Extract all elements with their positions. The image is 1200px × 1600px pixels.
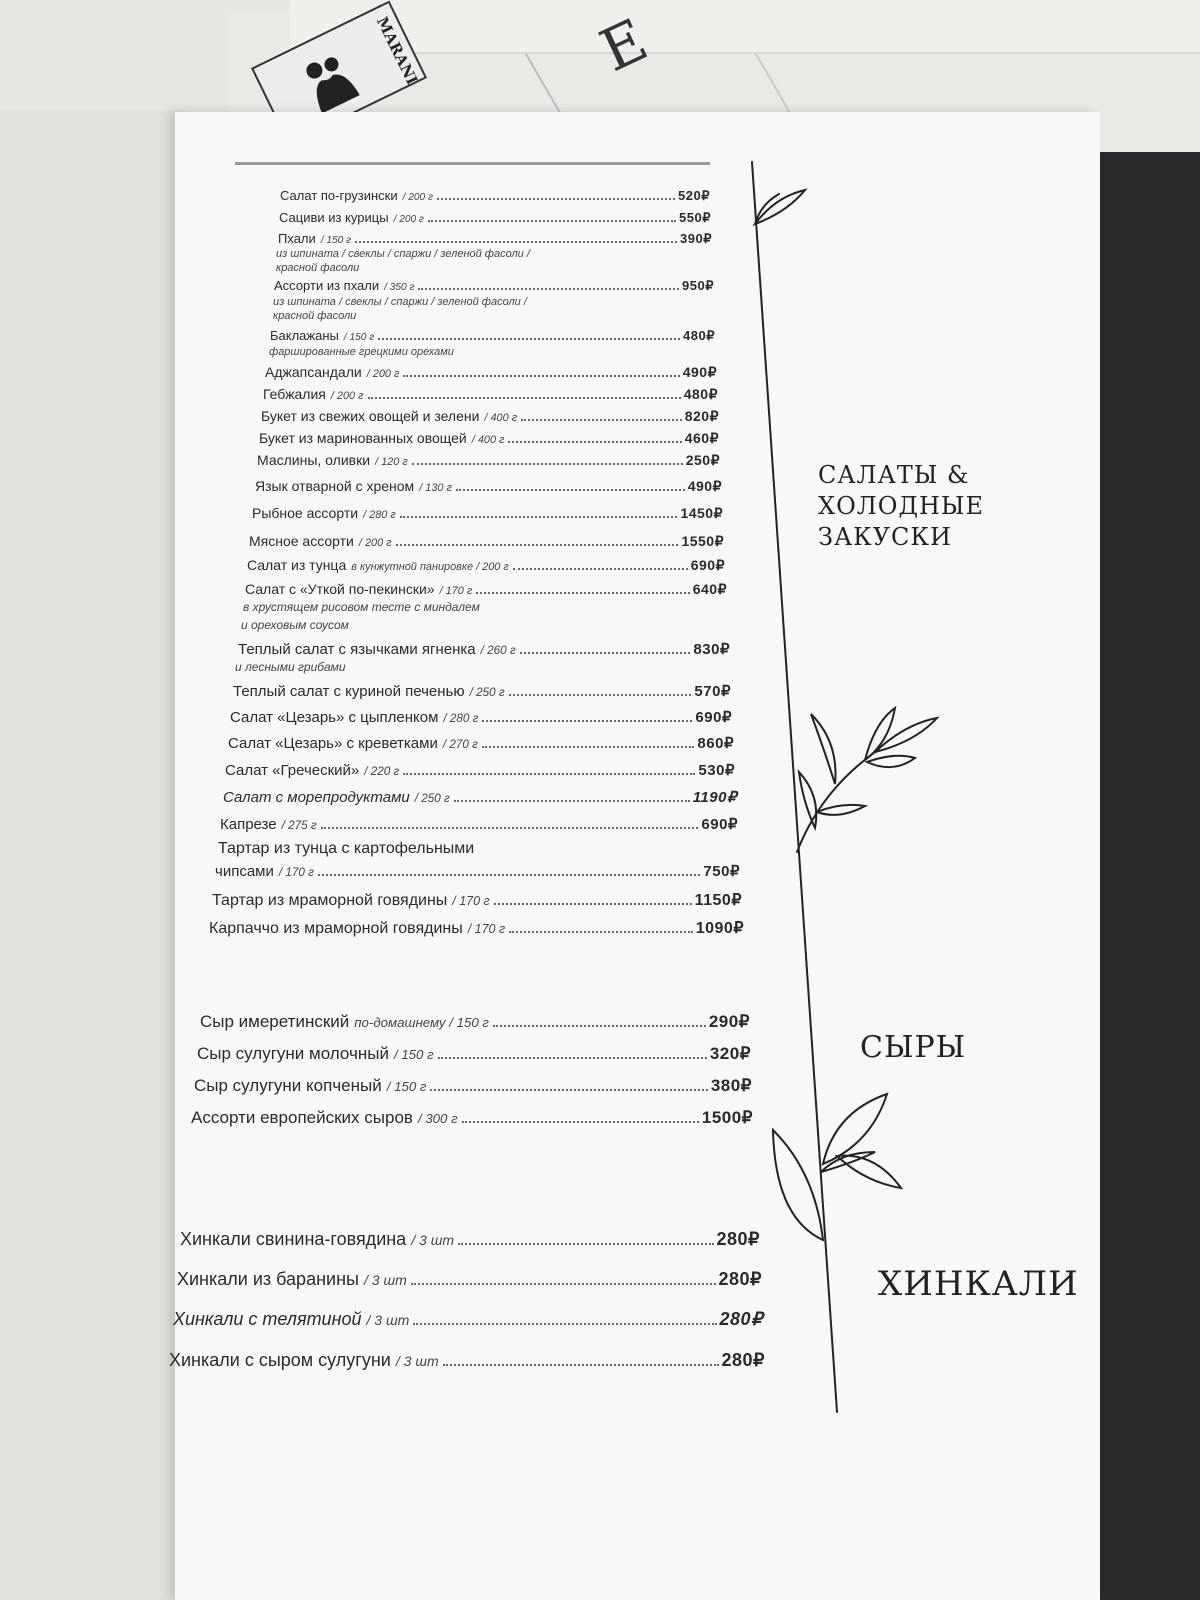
item-name: Тартар из мраморной говядины xyxy=(212,892,448,909)
item-description: из шпината / свеклы / спаржи / зеленой фасоли / xyxy=(276,248,530,260)
item-description: фаршированные грецкими орехами xyxy=(269,346,454,358)
menu-item xyxy=(220,815,738,833)
item-name: Букет из свежих овощей и зелени xyxy=(261,408,480,424)
dot-leader xyxy=(321,827,699,829)
item-price: 320₽ xyxy=(709,1044,751,1063)
menu-item xyxy=(279,210,711,226)
item-name: Маслины, оливки xyxy=(257,452,371,468)
menu-item xyxy=(215,862,740,880)
dot-leader xyxy=(413,1323,716,1325)
item-name: Салат с морепродуктами xyxy=(223,789,410,806)
dot-leader xyxy=(412,463,683,465)
menu-item xyxy=(225,761,735,779)
dot-leader xyxy=(454,800,690,802)
dot-leader xyxy=(509,931,693,933)
item-name: Рыбное ассорти xyxy=(252,505,359,521)
item-weight: / 170 г xyxy=(439,585,473,597)
item-price: 690₽ xyxy=(701,816,738,833)
item-price: 820₽ xyxy=(684,408,719,424)
item-name: Аджапсандали xyxy=(265,364,362,380)
dot-leader xyxy=(403,375,679,377)
item-weight: / 150 г xyxy=(386,1079,427,1094)
item-name: Салат «Цезарь» с цыпленком xyxy=(230,709,439,726)
dot-leader xyxy=(520,652,691,654)
item-description: красной фасоли xyxy=(273,310,357,322)
item-price: 280₽ xyxy=(718,1269,762,1289)
dot-leader xyxy=(411,1283,716,1285)
item-weight: / 260 г xyxy=(480,644,516,657)
item-weight: / 3 шт xyxy=(411,1232,455,1248)
item-price: 530₽ xyxy=(698,762,735,779)
item-price: 380₽ xyxy=(710,1076,752,1095)
menu-item xyxy=(249,533,724,550)
menu-item xyxy=(169,1350,765,1371)
item-price: 950₽ xyxy=(682,278,714,293)
menu-item xyxy=(263,386,718,403)
item-name: Теплый салат с язычками ягненка xyxy=(238,641,476,658)
item-weight: / 120 г xyxy=(375,456,408,468)
dot-leader xyxy=(509,694,692,696)
menu-item xyxy=(257,452,720,469)
dot-leader xyxy=(508,441,681,443)
item-price: 480₽ xyxy=(683,386,718,402)
dot-leader xyxy=(494,903,692,905)
item-weight: в кунжутной панировке / 200 г xyxy=(351,561,509,573)
item-weight: / 3 шт xyxy=(395,1353,439,1369)
left-page xyxy=(0,110,190,1600)
menu-item xyxy=(274,278,714,294)
menu-item xyxy=(194,1076,752,1096)
item-weight: по-домашнему / 150 г xyxy=(354,1015,489,1030)
top-paper-sheet xyxy=(290,0,1200,54)
menu-item xyxy=(265,364,717,381)
dot-leader xyxy=(443,1364,719,1366)
item-name: Салат «Греческий» xyxy=(225,762,360,779)
menu-item xyxy=(228,734,734,752)
item-weight: / 170 г xyxy=(278,866,314,879)
item-description: из шпината / свеклы / спаржи / зеленой фасоли / xyxy=(273,296,527,308)
leaf-icon xyxy=(867,756,915,767)
menu-item xyxy=(259,430,719,447)
item-name: Хинкали свинина-говядина xyxy=(180,1229,407,1249)
item-name: Сыр сулугуни копченый xyxy=(194,1076,382,1095)
table-dark-edge xyxy=(1090,150,1200,1600)
item-name: Хинкали с телятиной xyxy=(173,1309,362,1329)
item-price: 570₽ xyxy=(694,683,731,700)
item-name: Хинкали из баранины xyxy=(177,1269,359,1289)
item-price: 480₽ xyxy=(683,328,715,343)
menu-item xyxy=(255,478,722,495)
dot-leader xyxy=(368,397,681,399)
item-weight: / 150 г xyxy=(343,332,375,343)
dot-leader xyxy=(456,489,685,491)
section-title-salads xyxy=(818,460,984,554)
dot-leader xyxy=(437,198,675,200)
item-price: 280₽ xyxy=(719,1309,763,1329)
dot-leader xyxy=(482,746,695,748)
item-description: в хрустящем рисовом тесте с миндалем xyxy=(243,600,480,614)
dot-leader xyxy=(378,338,680,340)
item-name: Букет из маринованных овощей xyxy=(259,430,467,446)
item-name: Ассорти европейских сыров xyxy=(191,1108,413,1127)
dot-leader xyxy=(476,592,689,594)
dot-leader xyxy=(493,1025,706,1027)
section-title-line: ХОЛОДНЫЕ xyxy=(818,492,985,521)
item-name: Карпаччо из мраморной говядины xyxy=(209,920,463,937)
item-weight: / 170 г xyxy=(467,922,506,936)
item-weight: / 150 г xyxy=(320,235,352,246)
dot-leader xyxy=(430,1089,707,1091)
item-name: Сыр имеретинский xyxy=(200,1012,350,1031)
item-price: 1500₽ xyxy=(701,1108,753,1127)
item-weight: / 200 г xyxy=(402,192,433,203)
section-title-khinkali: ХИНКАЛИ xyxy=(878,1264,1079,1304)
figure-icon xyxy=(290,42,365,117)
item-name: чипсами xyxy=(215,863,274,880)
item-price: 1190₽ xyxy=(692,789,737,806)
item-price: 750₽ xyxy=(703,863,740,880)
item-weight: / 150 г xyxy=(393,1047,434,1062)
item-price: 550₽ xyxy=(679,210,711,225)
item-weight: / 280 г xyxy=(363,509,396,521)
section-title-cheeses: СЫРЫ xyxy=(860,1030,967,1065)
item-weight: / 300 г xyxy=(417,1111,458,1126)
item-weight: / 400 г xyxy=(484,412,518,424)
item-name: Язык отварной с хреном xyxy=(255,478,415,494)
item-name: Хинкали с сыром сулугуни xyxy=(169,1350,391,1370)
dot-leader xyxy=(400,516,678,518)
item-price: 830₽ xyxy=(693,641,730,658)
dot-leader xyxy=(458,1243,713,1245)
dot-leader xyxy=(521,419,682,421)
item-price: 280₽ xyxy=(716,1229,760,1249)
menu-item xyxy=(223,788,737,806)
item-name: Сациви из курицы xyxy=(279,210,389,225)
menu-item xyxy=(191,1108,753,1128)
item-price: 640₽ xyxy=(692,581,727,597)
item-description: красной фасоли xyxy=(276,262,360,274)
item-price: 1150₽ xyxy=(694,892,742,909)
leaf-icon xyxy=(817,805,865,815)
item-name: Сыр сулугуни молочный xyxy=(197,1044,389,1063)
dot-leader xyxy=(482,720,692,722)
item-weight: / 270 г xyxy=(442,738,478,751)
item-name-line1: Тартар из тунца с картофельными xyxy=(218,840,475,857)
item-weight: / 350 г xyxy=(384,282,415,293)
vertical-divider-line xyxy=(752,162,837,1412)
item-weight: / 250 г xyxy=(469,686,505,699)
item-price: 1550₽ xyxy=(681,533,724,549)
dot-leader xyxy=(513,568,688,570)
item-weight: / 250 г xyxy=(414,792,450,805)
item-price: 1450₽ xyxy=(680,505,723,521)
dot-leader xyxy=(418,288,679,290)
menu-item xyxy=(212,890,742,910)
menu-item xyxy=(177,1269,762,1290)
menu-item xyxy=(180,1229,760,1250)
item-name: Ассорти из пхали xyxy=(274,278,380,293)
item-name: Салат «Цезарь» с креветками xyxy=(228,735,438,752)
item-weight: / 3 шт xyxy=(363,1272,407,1288)
menu-item xyxy=(278,231,712,247)
dot-leader xyxy=(438,1057,707,1059)
dot-leader xyxy=(318,874,701,876)
item-price: 280₽ xyxy=(721,1350,765,1370)
item-price: 490₽ xyxy=(682,364,717,380)
item-price: 290₽ xyxy=(708,1012,750,1031)
item-weight: / 200 г xyxy=(330,390,364,402)
item-weight: / 280 г xyxy=(443,712,479,725)
item-weight: / 200 г xyxy=(366,368,400,380)
item-name: Теплый салат с куриной печенью xyxy=(233,683,465,700)
menu-page xyxy=(169,112,1100,1600)
item-name: Капрезе xyxy=(220,816,277,833)
item-weight: / 3 шт xyxy=(366,1312,410,1328)
item-name: Мясное ассорти xyxy=(249,533,354,549)
leaf-icon xyxy=(865,708,895,760)
item-name: Гебжалия xyxy=(263,386,326,402)
section-title-line: САЛАТЫ & xyxy=(818,461,970,489)
item-weight: / 130 г xyxy=(419,482,452,494)
item-name: Салат из тунца xyxy=(247,557,347,573)
menu-item xyxy=(209,918,744,938)
section-title-line: ЗАКУСКИ xyxy=(818,523,952,552)
item-name: Баклажаны xyxy=(270,328,339,343)
item-description: и ореховым соусом xyxy=(241,618,349,632)
item-price: 690₽ xyxy=(690,557,725,573)
item-weight: / 400 г xyxy=(471,434,505,446)
menu-item xyxy=(197,1044,751,1064)
menu-item xyxy=(261,408,719,425)
logo-text: MARANI xyxy=(373,14,422,88)
item-price: 490₽ xyxy=(687,478,722,494)
leaf-icon xyxy=(837,1156,901,1188)
item-price: 860₽ xyxy=(697,735,734,752)
leaf-icon xyxy=(875,718,937,752)
item-weight: / 275 г xyxy=(281,819,317,832)
item-weight: / 220 г xyxy=(364,765,400,778)
dot-leader xyxy=(396,544,679,546)
back-sheet-letter-decoration: E xyxy=(590,5,658,86)
dot-leader xyxy=(355,241,677,243)
item-price: 250₽ xyxy=(685,452,720,468)
menu-item xyxy=(252,505,723,522)
item-price: 1090₽ xyxy=(695,920,744,937)
menu-item xyxy=(245,581,727,598)
menu-item xyxy=(230,708,732,726)
menu-item xyxy=(270,328,715,344)
menu-item xyxy=(238,640,730,658)
item-price: 690₽ xyxy=(695,709,732,726)
item-price: 520₽ xyxy=(678,188,710,203)
dot-leader xyxy=(462,1121,699,1123)
item-price: 460₽ xyxy=(684,430,719,446)
menu-item xyxy=(233,682,731,700)
menu-item xyxy=(280,188,710,204)
item-name: Салат по-грузински xyxy=(280,188,398,203)
item-name: Салат с «Уткой по-пекински» xyxy=(245,581,435,597)
menu-item xyxy=(173,1309,763,1330)
item-description: и лесными грибами xyxy=(235,660,346,674)
dot-leader xyxy=(403,773,695,775)
dot-leader xyxy=(428,220,676,222)
item-weight: / 200 г xyxy=(358,537,392,549)
menu-item xyxy=(200,1012,750,1032)
item-weight: / 200 г xyxy=(393,214,424,225)
menu-item xyxy=(247,557,725,574)
item-price: 390₽ xyxy=(680,231,712,246)
leaf-icon xyxy=(811,714,836,784)
item-name: Пхали xyxy=(278,231,316,246)
leaf-icon xyxy=(773,1130,823,1240)
item-weight: / 170 г xyxy=(452,894,490,908)
